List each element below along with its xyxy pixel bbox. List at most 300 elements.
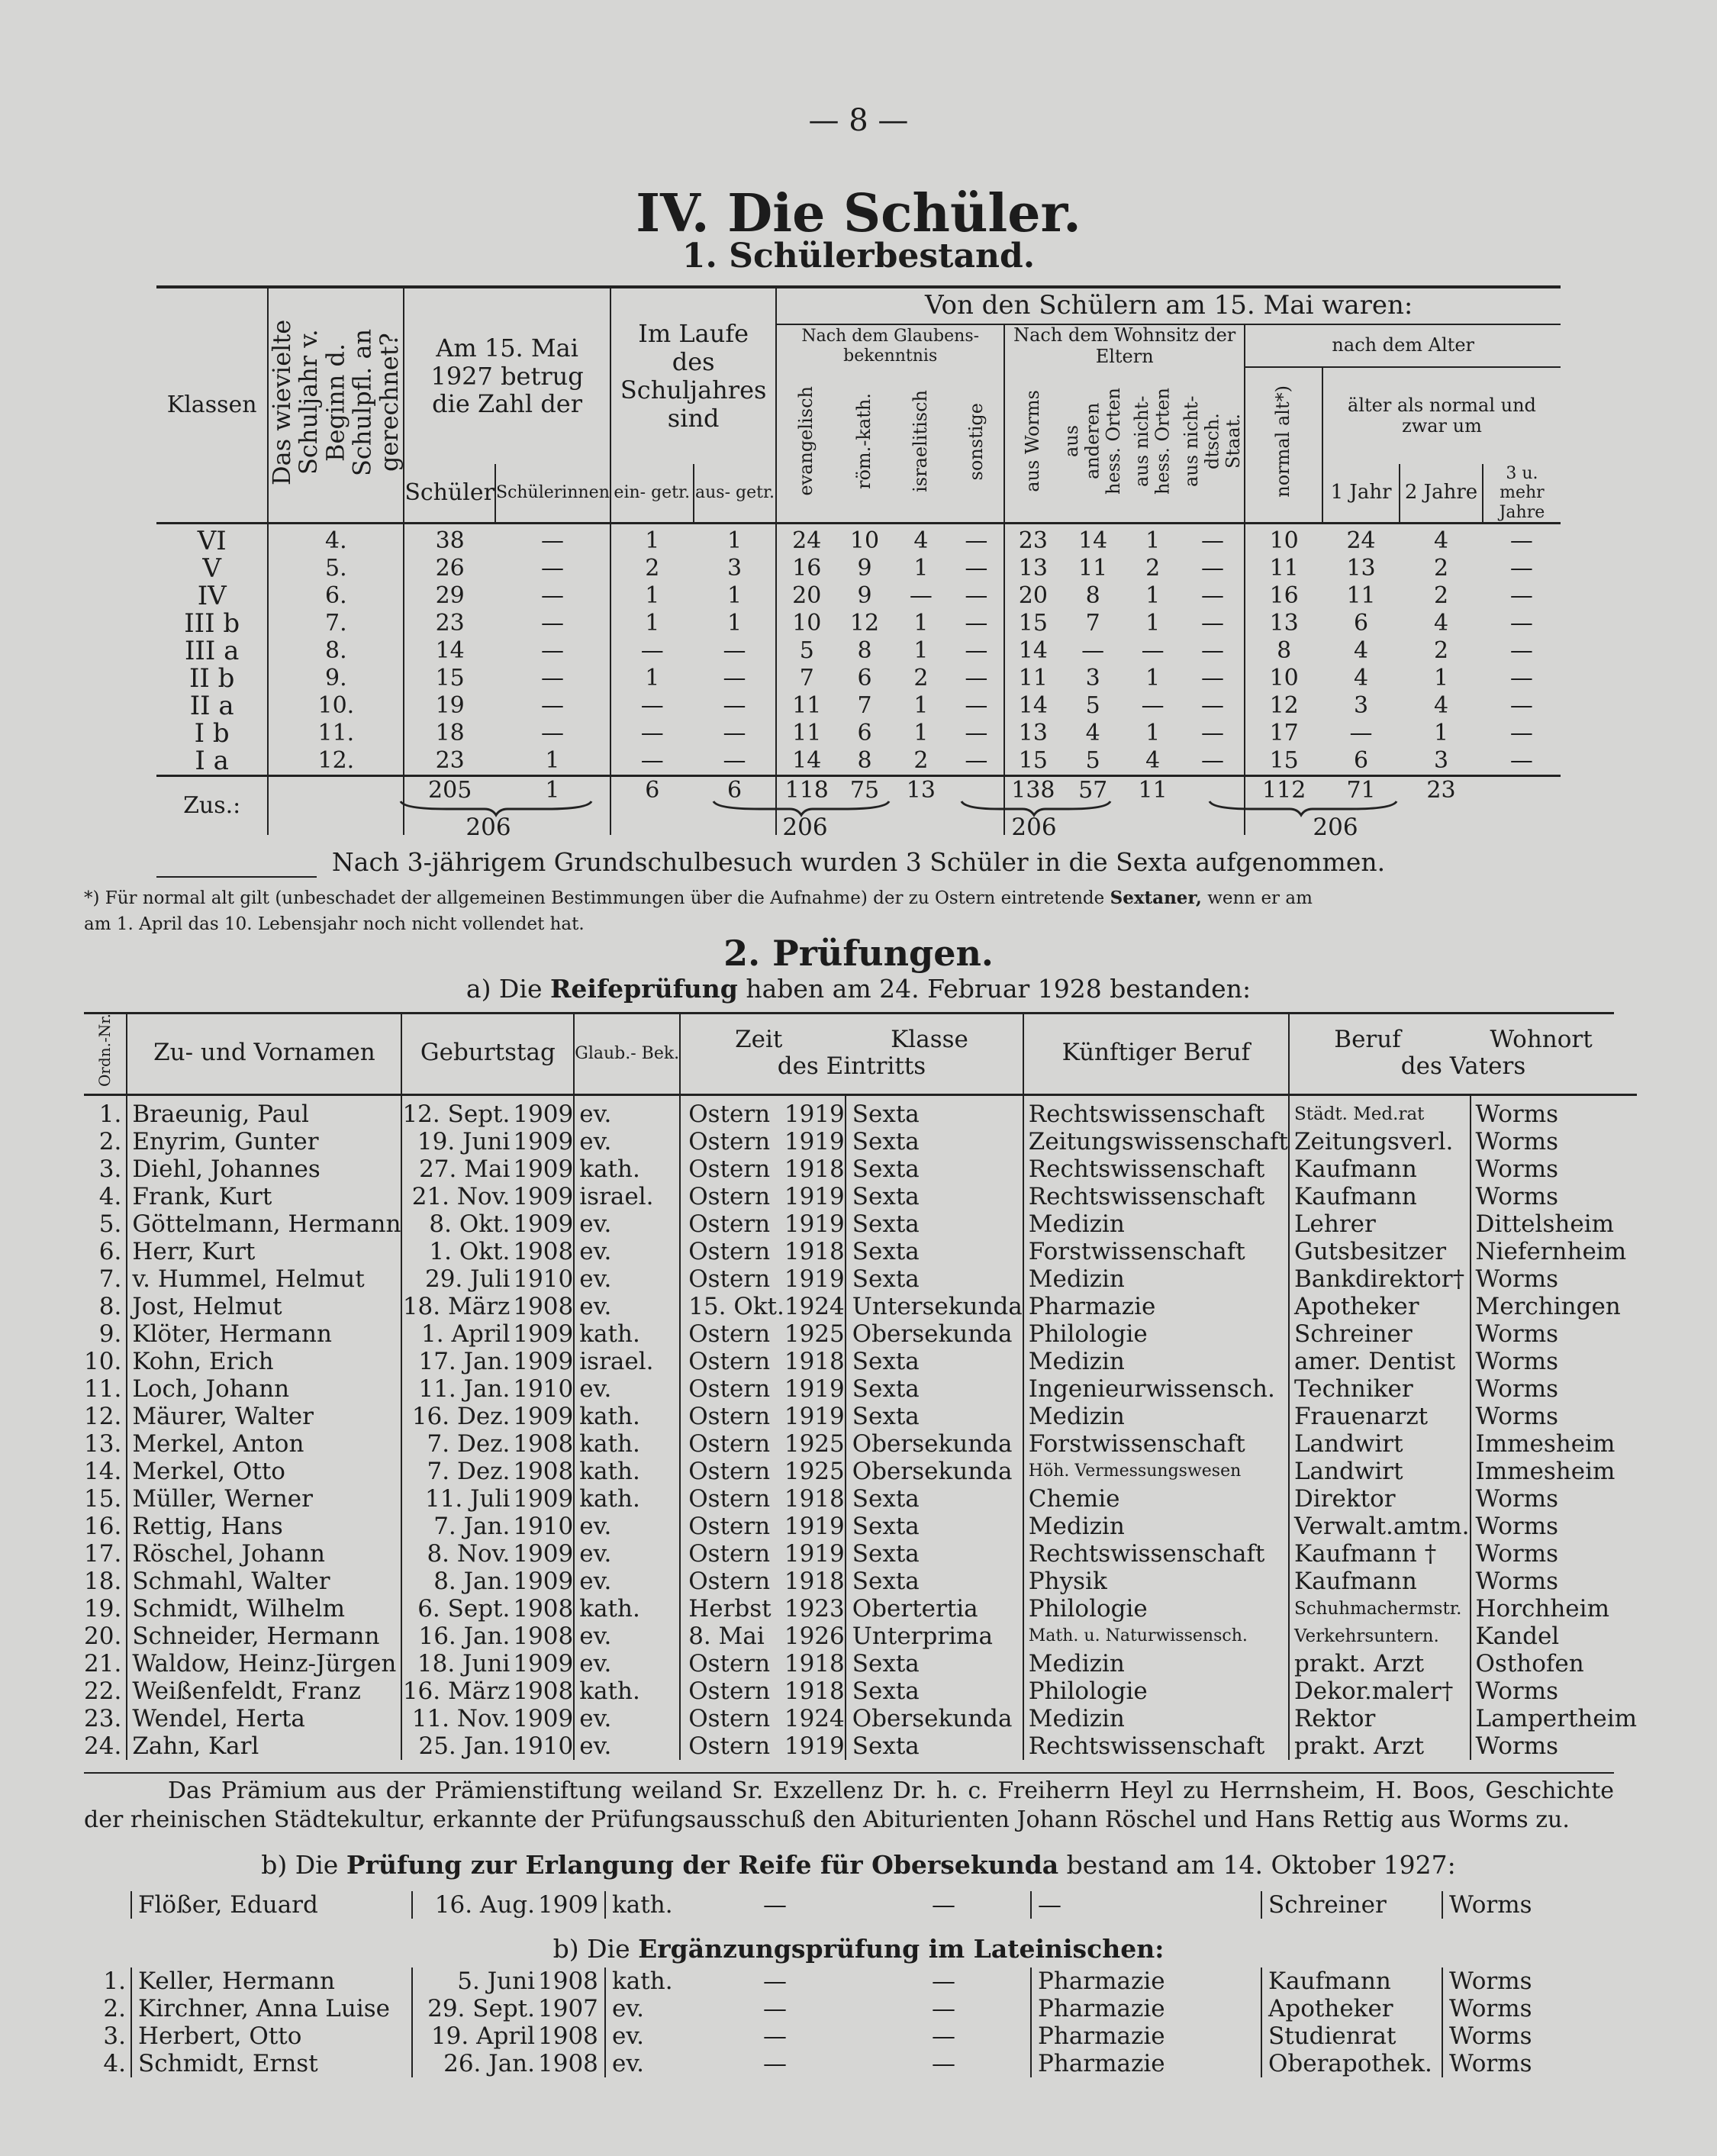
cell-worms: 15 — [1004, 747, 1061, 776]
cell-schuelerinnen: — — [540, 582, 564, 609]
cell-glaube: ev. — [574, 1293, 680, 1320]
subtitle-latein — [0, 1934, 1717, 1964]
cell-eintritt-klasse: Sexta — [846, 1375, 1023, 1403]
cell-nr: 1. — [103, 1967, 126, 1995]
cell-drei-jahre: — — [1509, 664, 1533, 691]
cell-dash-1: — — [763, 2022, 787, 2050]
cell-vater-beruf: Techniker — [1289, 1375, 1471, 1403]
sum-andere: 57 — [1061, 775, 1125, 835]
cell-eingetreten: 1 — [610, 523, 694, 555]
cell-eintritt-klasse: Obersekunda — [846, 1458, 1023, 1485]
cell-kuenftiger-beruf: Chemie — [1023, 1485, 1289, 1513]
cell-andere-orte: 3 — [1085, 664, 1100, 691]
header-ordn-nr — [84, 1014, 127, 1094]
subtitle-obersekunda — [0, 1850, 1717, 1880]
cell-vater-beruf: Lehrer — [1289, 1210, 1471, 1238]
cell-glaube: kath. — [574, 1320, 680, 1348]
cell-nr: 17. — [84, 1539, 122, 1568]
footnote-text-b: wenn er am — [1207, 888, 1313, 908]
cell-vater-wohnort: Worms — [1442, 1891, 1614, 1919]
cell-geb-tag: 11. Juli — [401, 1485, 513, 1513]
cell-kuenftiger-beruf: Physik — [1023, 1568, 1289, 1595]
cell-normal-alt: 10 — [1245, 665, 1322, 692]
cell-ausgetreten: — — [723, 636, 746, 664]
cell-vater-wohnort: Worms — [1442, 2050, 1614, 2077]
subtitle-c-bold: Ergänzungsprüfung im Lateinischen: — [638, 1934, 1165, 1964]
cell-geb-jahr: 1910 — [513, 1732, 574, 1760]
cell-geb-jahr: 1907 — [538, 1995, 598, 2022]
cell-dash-1: — — [763, 2050, 787, 2077]
cell-nr: 2. — [103, 1995, 126, 2022]
praemium-text: Das Prämium aus der Prämienstiftung weiland Sr. Exzellenz Dr. h. c. Freiherrn Heyl zu Herrnsheim, H. Boos, Geschichte der rheinischen Städtekultur, erkannte der Prüfungsausschuß den Abiturienten Johann Röschel und Hans Rettig aus Worms zu. — [84, 1777, 1614, 1833]
cell-eintritt-klasse: Sexta — [846, 1568, 1023, 1595]
cell-worms: 13 — [1004, 720, 1061, 747]
cell-nr: 18. — [84, 1567, 122, 1595]
cell-vater-wohnort: Immesheim — [1471, 1430, 1638, 1458]
cell-nr: 13. — [84, 1429, 122, 1458]
header-eintritt-top — [681, 1026, 1023, 1054]
cell-eingetreten: 1 — [610, 610, 694, 637]
cell-eintritt-jahr: 1919 — [784, 1512, 845, 1540]
cell-eintritt-jahr: 1918 — [784, 1649, 845, 1677]
cell-eintritt-klasse: Sexta — [846, 1513, 1023, 1540]
cell-geb-jahr: 1909 — [513, 1320, 574, 1348]
cell-glaube: ev. — [574, 1094, 680, 1128]
cell-geb-tag: 19. Juni — [401, 1128, 513, 1155]
header-katholisch-text: röm.-kath. — [853, 393, 875, 490]
footnote-text-c: am 1. April das 10. Lebensjahr noch nicht vollendet hat. — [84, 914, 585, 934]
cell-sonstige: — — [965, 554, 988, 582]
cell-vater-beruf: Kaufmann † — [1289, 1540, 1471, 1568]
cell-eintritt-klasse: Sexta — [846, 1540, 1023, 1568]
cell-nicht-hess: 1 — [1145, 527, 1161, 554]
cell-dash-1: — — [763, 1995, 787, 2022]
cell-vater-beruf: Schreiner — [1261, 1891, 1442, 1919]
cell-nr: 12. — [84, 1402, 122, 1430]
cell-nr: 23. — [84, 1704, 122, 1732]
cell-eintritt-zeit: Ostern — [680, 1348, 784, 1375]
sum-evangelisch: 118 — [776, 775, 836, 835]
cell-normal-alt: 13 — [1245, 610, 1322, 637]
cell-name: Mäurer, Walter — [127, 1403, 401, 1430]
cell-kuenftiger-beruf: Rechtswissenschaft — [1023, 1183, 1289, 1210]
cell-nicht-dtsch: — — [1201, 582, 1225, 609]
cell-geb-jahr: 1909 — [513, 1210, 574, 1238]
cell-katholisch: 7 — [857, 691, 872, 719]
cell-geb-tag: 18. März — [401, 1293, 513, 1320]
cell-schuljahr: 8. — [268, 637, 404, 665]
cell-glaube: ev. — [574, 1705, 680, 1732]
cell-nr: 10. — [84, 1347, 122, 1375]
cell-eintritt-klasse: Sexta — [846, 1210, 1023, 1238]
cell-eintritt-klasse: Obersekunda — [846, 1705, 1023, 1732]
cell-andere-orte: 4 — [1085, 719, 1100, 746]
cell-evangelisch: 20 — [776, 582, 836, 610]
cell-name: Schmidt, Ernst — [131, 2050, 412, 2077]
cell-kuenftiger-beruf: Math. u. Naturwissensch. — [1023, 1623, 1289, 1650]
header-aus-worms-text: aus Worms — [1022, 390, 1044, 493]
cell-nr: 20. — [84, 1622, 122, 1650]
cell-evangelisch: 11 — [776, 720, 836, 747]
cell-katholisch: 6 — [857, 664, 872, 691]
table-row — [84, 1430, 1637, 1458]
cell-name: Zahn, Karl — [127, 1732, 401, 1760]
cell-name: Frank, Kurt — [127, 1183, 401, 1210]
cell-nr: 9. — [98, 1320, 122, 1348]
cell-nicht-dtsch: — — [1201, 664, 1225, 691]
cell-schueler: 23 — [404, 610, 495, 637]
cell-name: Schmidt, Wilhelm — [127, 1595, 401, 1623]
cell-geb-jahr: 1910 — [513, 1512, 574, 1540]
cell-eintritt-jahr: 1923 — [784, 1594, 845, 1623]
cell-sonstige: — — [965, 582, 988, 609]
cell-eintritt-zeit: 8. Mai — [680, 1623, 784, 1650]
cell-schuelerinnen: — — [540, 527, 564, 554]
cell-normal-alt: 17 — [1245, 720, 1322, 747]
cell-eingetreten: 1 — [610, 582, 694, 610]
cell-kuenftiger-beruf: Ingenieurwissensch. — [1023, 1375, 1289, 1403]
cell-eintritt-zeit: Ostern — [680, 1568, 784, 1595]
cell-nicht-dtsch: — — [1201, 636, 1225, 664]
cell-andere-orte: 14 — [1078, 527, 1108, 554]
cell-eintritt-zeit: Herbst — [680, 1595, 784, 1623]
cell-andere-orte: 5 — [1085, 746, 1100, 774]
cell-glaube: ev. — [574, 1265, 680, 1293]
cell-ein-jahr: 6 — [1354, 746, 1369, 774]
cell-eintritt-jahr: 1919 — [784, 1374, 845, 1403]
cell-kuenftiger-beruf: Zeitungswissenschaft — [1023, 1128, 1289, 1155]
cell-beruf: Pharmazie — [1031, 2050, 1261, 2077]
cell-eintritt-zeit: Ostern — [680, 1732, 784, 1760]
cell-glaube: ev. — [574, 1375, 680, 1403]
cell-schueler: 23 — [404, 747, 495, 776]
cell-klasse: I a — [195, 745, 229, 776]
cell-geb-jahr: 1909 — [513, 1567, 574, 1595]
header-schuljahr-text: Das wievielte Schuljahr v. Beginn d. Schulpfl. an gerechnet? — [267, 319, 404, 485]
cell-eintritt-zeit: Ostern — [680, 1485, 784, 1513]
cell-sonstige: — — [965, 691, 988, 719]
cell-vater-wohnort: Worms — [1471, 1348, 1638, 1375]
cell-eintritt-jahr: 1919 — [784, 1402, 845, 1430]
cell-glaube: kath. — [574, 1677, 680, 1705]
cell-schuelerinnen: — — [540, 691, 564, 719]
cell-nr: 6. — [98, 1237, 122, 1265]
cell-geb-tag: 16. Jan. — [401, 1623, 513, 1650]
cell-kuenftiger-beruf: Rechtswissenschaft — [1023, 1732, 1289, 1760]
cell-andere-orte: 11 — [1078, 554, 1108, 582]
cell-schuljahr: 12. — [268, 747, 404, 776]
cell-israelitisch: 1 — [913, 636, 929, 664]
cell-eintritt-jahr: 1924 — [784, 1292, 845, 1320]
cell-eingetreten: — — [610, 637, 694, 665]
cell-name: Herr, Kurt — [127, 1238, 401, 1265]
cell-eintritt-klasse: Obertertia — [846, 1595, 1023, 1623]
cell-geb-tag: 26. Jan. — [412, 2050, 538, 2077]
cell-vater-beruf: Verwalt.amtm. — [1289, 1513, 1471, 1540]
cell-kuenftiger-beruf: Medizin — [1023, 1265, 1289, 1293]
latein-table — [84, 1967, 1614, 2077]
cell-glaube: kath. — [605, 1967, 693, 1995]
cell-vater-wohnort: Horchheim — [1471, 1595, 1638, 1623]
cell-zwei-jahre: 2 — [1433, 582, 1449, 609]
cell-ein-jahr: 13 — [1346, 554, 1376, 582]
cell-nr: 21. — [84, 1649, 122, 1677]
cell-katholisch: 8 — [857, 636, 872, 664]
cell-kuenftiger-beruf: Medizin — [1023, 1650, 1289, 1677]
sum-1-jahr: 71 — [1322, 775, 1400, 835]
cell-geb-tag: 7. Dez. — [401, 1430, 513, 1458]
cell-geb-jahr: 1909 — [513, 1347, 574, 1375]
cell-geb-jahr: 1909 — [513, 1402, 574, 1430]
cell-vater-beruf: Dekor.maler† — [1289, 1677, 1471, 1705]
cell-name: Kirchner, Anna Luise — [131, 1995, 412, 2022]
cell-kuenftiger-beruf: Philologie — [1023, 1320, 1289, 1348]
cell-eintritt-klasse: Obersekunda — [846, 1430, 1023, 1458]
cell-eintritt-klasse: Sexta — [846, 1238, 1023, 1265]
cell-geb-jahr: 1908 — [538, 1967, 598, 1995]
cell-katholisch: 8 — [857, 746, 872, 774]
cell-schueler: 19 — [404, 692, 495, 720]
header-vater — [1289, 1014, 1637, 1094]
cell-eintritt-zeit: Ostern — [680, 1265, 784, 1293]
header-klasse: Klasse — [891, 1025, 968, 1053]
cell-eingetreten: 1 — [610, 665, 694, 692]
cell-geb-jahr: 1908 — [513, 1292, 574, 1320]
cell-zwei-jahre: 3 — [1433, 746, 1449, 774]
cell-nr: 14. — [84, 1457, 122, 1485]
table-row — [84, 1623, 1637, 1650]
cell-glaube: ev. — [574, 1238, 680, 1265]
cell-vater-beruf: Landwirt — [1289, 1458, 1471, 1485]
cell-vater-beruf: Kaufmann — [1261, 1967, 1442, 1995]
cell-ausgetreten: — — [723, 691, 746, 719]
cell-vater-wohnort: Worms — [1471, 1568, 1638, 1595]
cell-eintritt-zeit: Ostern — [680, 1155, 784, 1183]
cell-ein-jahr: 4 — [1354, 664, 1369, 691]
cell-geb-tag: 16. Dez. — [401, 1403, 513, 1430]
subtitle-b-post: bestand am 14. Oktober 1927: — [1066, 1850, 1456, 1880]
cell-eingetreten: — — [610, 747, 694, 776]
cell-evangelisch: 16 — [776, 555, 836, 582]
cell-dash-2: — — [932, 1891, 955, 1919]
cell-eintritt-klasse: Sexta — [846, 1677, 1023, 1705]
cell-klasse: V — [202, 553, 221, 584]
cell-worms: 14 — [1004, 692, 1061, 720]
sum-eingetreten: 6 — [610, 775, 694, 835]
cell-vater-wohnort: Worms — [1471, 1265, 1638, 1293]
cell-nr: 5. — [98, 1210, 122, 1238]
sum-schueler: 205 — [404, 775, 495, 835]
cell-nicht-dtsch: — — [1201, 554, 1225, 582]
cell-geb-jahr: 1910 — [513, 1374, 574, 1403]
cell-vater-wohnort: Worms — [1442, 1995, 1614, 2022]
cell-geb-tag: 8. Okt. — [401, 1210, 513, 1238]
cell-eintritt-jahr: 1918 — [784, 1677, 845, 1705]
cell-normal-alt: 15 — [1245, 747, 1322, 776]
cell-name: Müller, Werner — [127, 1485, 401, 1513]
cell-name: Klöter, Hermann — [127, 1320, 401, 1348]
cell-schueler: 18 — [404, 720, 495, 747]
cell-kuenftiger-beruf: Rechtswissenschaft — [1023, 1155, 1289, 1183]
cell-eintritt-klasse: Sexta — [846, 1265, 1023, 1293]
cell-ein-jahr: 3 — [1354, 691, 1369, 719]
cell-katholisch: 9 — [857, 554, 872, 582]
cell-glaube: ev. — [574, 1623, 680, 1650]
cell-nicht-hess: — — [1141, 636, 1165, 664]
cell-name: Loch, Johann — [127, 1375, 401, 1403]
cell-vater-wohnort: Niefernheim — [1471, 1238, 1638, 1265]
cell-glaube: ev. — [574, 1513, 680, 1540]
cell-schuljahr: 10. — [268, 692, 404, 720]
cell-name: Keller, Hermann — [131, 1967, 412, 1995]
cell-name: v. Hummel, Helmut — [127, 1265, 401, 1293]
cell-klasse: III a — [185, 635, 240, 666]
cell-kuenftiger-beruf: Rechtswissenschaft — [1023, 1094, 1289, 1128]
cell-geb-tag: 5. Juni — [412, 1967, 538, 1995]
cell-eintritt-zeit: Ostern — [680, 1705, 784, 1732]
cell-ausgetreten: — — [723, 746, 746, 774]
cell-name: Enyrim, Gunter — [127, 1128, 401, 1155]
cell-glaube: ev. — [574, 1650, 680, 1677]
cell-schueler: 26 — [404, 555, 495, 582]
table-row — [84, 1995, 1614, 2022]
cell-katholisch: 6 — [857, 719, 872, 746]
cell-eintritt-jahr: 1919 — [784, 1539, 845, 1568]
cell-glaube: kath. — [574, 1485, 680, 1513]
sum-katholisch: 75 — [836, 775, 893, 835]
cell-eingetreten: — — [610, 692, 694, 720]
cell-beruf: Pharmazie — [1031, 1967, 1261, 1995]
cell-geb-tag: 16. März — [401, 1677, 513, 1705]
cell-eintritt-jahr: 1924 — [784, 1704, 845, 1732]
cell-vater-wohnort: Dittelsheim — [1471, 1210, 1638, 1238]
obersekunda-table — [84, 1891, 1614, 1919]
cell-geb-tag: 11. Jan. — [401, 1375, 513, 1403]
cell-vater-beruf: Zeitungsverl. — [1289, 1128, 1471, 1155]
cell-eintritt-jahr: 1919 — [784, 1210, 845, 1238]
cell-klasse: II b — [188, 662, 235, 694]
footnote-bold: Sextaner, — [1110, 888, 1202, 908]
cell-geb-jahr: 1909 — [513, 1100, 574, 1128]
header-ausgetreten: aus- getr. — [694, 464, 777, 523]
section-title-schuelerbestand: 1. Schülerbestand. — [681, 237, 1036, 276]
cell-geb-tag: 1. April — [401, 1320, 513, 1348]
cell-kuenftiger-beruf: Philologie — [1023, 1595, 1289, 1623]
cell-normal-alt: 8 — [1245, 637, 1322, 665]
cell-vater-wohnort: Kandel — [1471, 1623, 1638, 1650]
cell-israelitisch: 2 — [913, 664, 929, 691]
table-row — [84, 1375, 1637, 1403]
note-grundschule: Nach 3-jährigem Grundschulbesuch wurden 3 Schüler in die Sexta aufgenommen. — [331, 847, 1386, 877]
cell-normal-alt: 11 — [1245, 555, 1322, 582]
cell-eintritt-jahr: 1919 — [784, 1732, 845, 1760]
cell-geb-jahr: 1909 — [513, 1539, 574, 1568]
cell-name: Röschel, Johann — [127, 1540, 401, 1568]
cell-name: Waldow, Heinz-Jürgen — [127, 1650, 401, 1677]
table-row — [84, 1210, 1637, 1238]
cell-israelitisch: 1 — [913, 609, 929, 636]
header-des-eintritts: des Eintritts — [777, 1052, 926, 1081]
cell-glaube: ev. — [574, 1540, 680, 1568]
cell-geb-jahr: 1909 — [513, 1182, 574, 1210]
page-number: — 8 — — [808, 103, 909, 138]
cell-vater-beruf: Rektor — [1289, 1705, 1471, 1732]
cell-eintritt-zeit: Ostern — [680, 1094, 784, 1128]
table-row — [84, 1293, 1637, 1320]
cell-zwei-jahre: 1 — [1433, 719, 1449, 746]
header-ordn-nr-text: Ordn.-Nr. — [95, 1014, 114, 1087]
cell-glaube: ev. — [605, 1995, 693, 2022]
cell-ausgetreten: — — [723, 664, 746, 691]
cell-zwei-jahre: 4 — [1433, 609, 1449, 636]
cell-eintritt-jahr: 1925 — [784, 1429, 845, 1458]
cell-geb-tag: 11. Nov. — [401, 1705, 513, 1732]
cell-nr: 3. — [103, 2022, 126, 2050]
cell-glaube: ev. — [574, 1210, 680, 1238]
cell-eintritt-jahr: 1925 — [784, 1457, 845, 1485]
cell-eintritt-jahr: 1919 — [784, 1182, 845, 1210]
cell-geb-tag: 27. Mai — [401, 1155, 513, 1183]
cell-vater-wohnort: Worms — [1471, 1094, 1638, 1128]
cell-klasse: II a — [189, 690, 234, 721]
cell-ein-jahr: 11 — [1346, 582, 1376, 609]
header-aus-anderen-text: aus anderen hess. Orten — [1060, 388, 1124, 495]
cell-eintritt-klasse: Sexta — [846, 1155, 1023, 1183]
cell-eintritt-zeit: Ostern — [680, 1210, 784, 1238]
cell-eintritt-klasse: Untersekunda — [846, 1293, 1023, 1320]
cell-vater-wohnort: Worms — [1471, 1183, 1638, 1210]
cell-name: Schneider, Hermann — [127, 1623, 401, 1650]
header-kuenftiger-beruf: Künftiger Beruf — [1023, 1014, 1289, 1094]
cell-eintritt-klasse: Sexta — [846, 1183, 1023, 1210]
cell-sonstige: — — [965, 636, 988, 664]
cell-glaube: ev. — [574, 1128, 680, 1155]
sum-worms: 138 — [1004, 775, 1061, 835]
header-alter: nach dem Alter — [1245, 324, 1561, 367]
cell-eintritt-zeit: Ostern — [680, 1650, 784, 1677]
cell-ausgetreten: 1 — [727, 609, 743, 636]
cell-drei-jahre: — — [1509, 746, 1533, 774]
header-2-jahre: 2 Jahre — [1400, 464, 1483, 523]
footnote-text-a: *) Für normal alt gilt (unbeschadet der allgemeinen Bestimmungen über die Aufnahme) der zu Ostern eintretende — [84, 888, 1105, 908]
cell-nr — [84, 1891, 131, 1919]
subtitle-a-bold: Reifeprüfung — [549, 974, 738, 1004]
cell-geb-tag: 16. Aug. — [412, 1891, 538, 1919]
cell-andere-orte: 7 — [1085, 609, 1100, 636]
cell-israelitisch: 1 — [913, 554, 929, 582]
cell-schueler: 38 — [404, 523, 495, 555]
total-wohnsitz: 206 — [1011, 814, 1057, 841]
cell-eintritt-zeit: Ostern — [680, 1677, 784, 1705]
cell-vater-beruf: Gutsbesitzer — [1289, 1238, 1471, 1265]
cell-ausgetreten: 1 — [727, 582, 743, 609]
cell-geb-tag: 29. Sept. — [412, 1995, 538, 2022]
cell-drei-jahre: — — [1509, 691, 1533, 719]
cell-geb-jahr: 1908 — [513, 1594, 574, 1623]
cell-glaube: kath. — [574, 1430, 680, 1458]
header-nicht-dtsch-text: aus nicht- dtsch. Staat. — [1180, 395, 1244, 488]
cell-nicht-hess: 1 — [1145, 582, 1161, 609]
cell-vater-beruf: Direktor — [1289, 1485, 1471, 1513]
cell-eintritt-jahr: 1918 — [784, 1484, 845, 1513]
cell-glaube: kath. — [574, 1155, 680, 1183]
header-normal-alt-text: normal alt*) — [1272, 385, 1294, 498]
cell-vater-beruf: prakt. Arzt — [1289, 1732, 1471, 1760]
cell-beruf: Pharmazie — [1031, 2022, 1261, 2050]
cell-evangelisch: 24 — [776, 523, 836, 555]
footnote-rule — [156, 876, 317, 878]
cell-geb-tag: 29. Juli — [401, 1265, 513, 1293]
